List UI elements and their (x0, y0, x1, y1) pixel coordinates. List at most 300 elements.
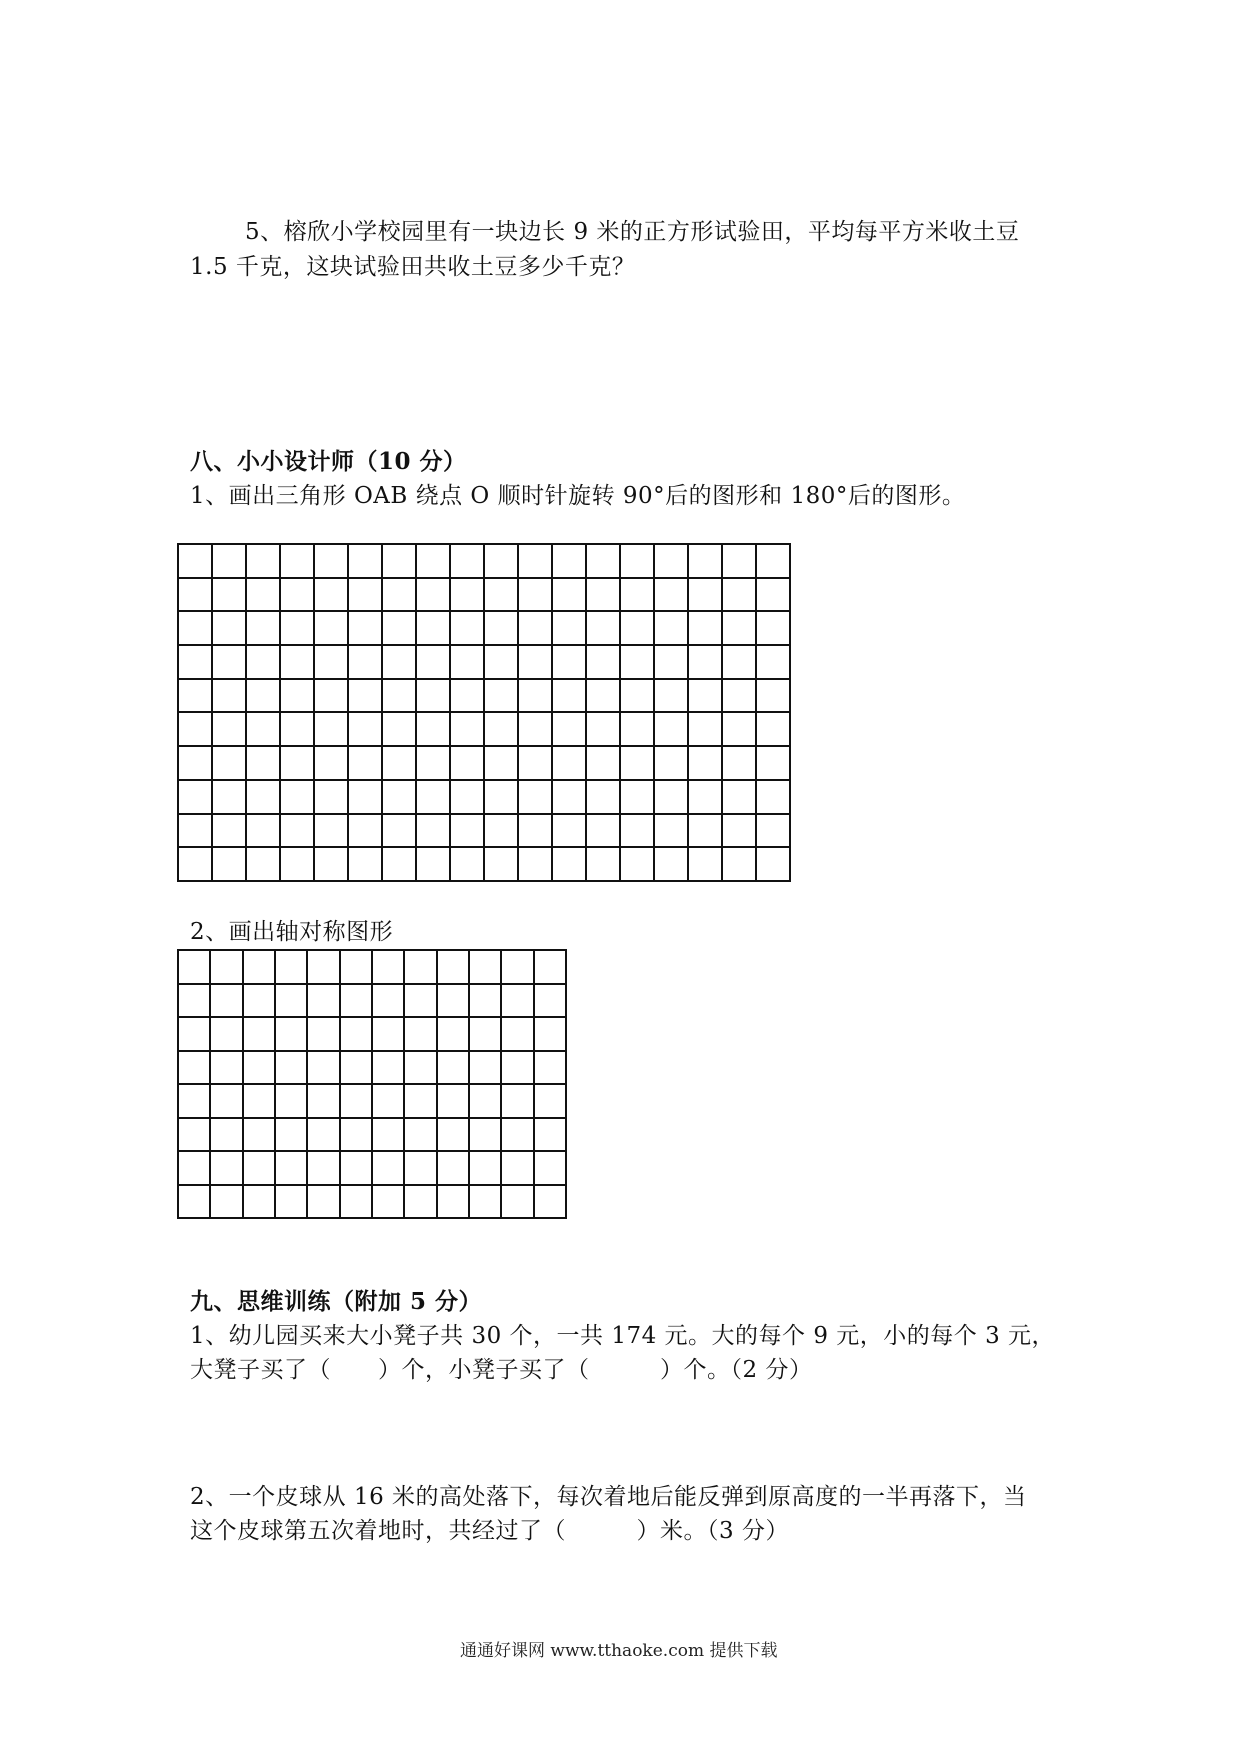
grid-cell (437, 1084, 469, 1118)
grid-cell (688, 679, 722, 713)
grid-cell (275, 1051, 307, 1085)
grid-cell (307, 984, 339, 1018)
rotation-grid (177, 543, 791, 882)
grid-cell (534, 1084, 566, 1118)
grid-cell (178, 578, 212, 612)
grid-cell (280, 814, 314, 848)
grid-cell (243, 1051, 275, 1085)
grid-cell (450, 578, 484, 612)
grid-cell (372, 1051, 404, 1085)
grid-cell (654, 814, 688, 848)
grid-cell (518, 847, 552, 881)
grid-cell (404, 1151, 436, 1185)
grid-cell (534, 1051, 566, 1085)
grid-cell (469, 1084, 501, 1118)
grid-cell (756, 847, 790, 881)
grid-cell (212, 645, 246, 679)
grid-cell (280, 544, 314, 578)
grid-cell (404, 1017, 436, 1051)
grid-cell (212, 578, 246, 612)
grid-cell (210, 1185, 242, 1219)
grid-cell (416, 544, 450, 578)
grid-cell (340, 1185, 372, 1219)
grid-cell (416, 814, 450, 848)
grid-cell (243, 1084, 275, 1118)
grid-cell (469, 984, 501, 1018)
grid-cell (722, 544, 756, 578)
grid-cell (552, 746, 586, 780)
grid-cell (178, 1151, 210, 1185)
grid-cell (722, 679, 756, 713)
grid-cell (501, 1151, 533, 1185)
grid-cell (246, 712, 280, 746)
grid-cell (178, 645, 212, 679)
symmetry-grid (177, 949, 567, 1219)
section-8-question-2: 2、画出轴对称图形 (190, 919, 394, 945)
grid-cell (307, 1118, 339, 1152)
grid-cell (654, 746, 688, 780)
grid-cell (654, 611, 688, 645)
grid-cell (469, 950, 501, 984)
grid-cell (212, 712, 246, 746)
grid-cell (348, 578, 382, 612)
grid-cell (484, 847, 518, 881)
grid-cell (178, 984, 210, 1018)
question-7-5-line-1: 5、榕欣小学校园里有一块边长 9 米的正方形试验田，平均每平方米收土豆 (245, 219, 1020, 245)
grid-row (178, 1017, 566, 1051)
grid-cell (416, 712, 450, 746)
grid-cell (484, 611, 518, 645)
grid-cell (243, 1017, 275, 1051)
grid-cell (372, 1084, 404, 1118)
grid-cell (382, 645, 416, 679)
grid-row (178, 950, 566, 984)
grid-cell (280, 712, 314, 746)
grid-cell (314, 544, 348, 578)
grid-cell (722, 578, 756, 612)
grid-cell (348, 847, 382, 881)
grid-row (178, 645, 790, 679)
grid-cell (722, 611, 756, 645)
grid-cell (620, 746, 654, 780)
grid-cell (178, 950, 210, 984)
grid-cell (722, 645, 756, 679)
grid-cell (314, 780, 348, 814)
grid-cell (450, 847, 484, 881)
grid-cell (620, 645, 654, 679)
grid-cell (314, 814, 348, 848)
grid-cell (437, 1151, 469, 1185)
grid-cell (178, 679, 212, 713)
grid-cell (450, 544, 484, 578)
grid-cell (314, 847, 348, 881)
grid-cell (518, 544, 552, 578)
grid-cell (450, 814, 484, 848)
grid-row (178, 544, 790, 578)
grid-cell (534, 1151, 566, 1185)
grid-row (178, 746, 790, 780)
grid-cell (246, 679, 280, 713)
grid-cell (756, 544, 790, 578)
grid-cell (518, 780, 552, 814)
grid-cell (586, 578, 620, 612)
grid-cell (314, 712, 348, 746)
grid-cell (552, 544, 586, 578)
grid-cell (275, 984, 307, 1018)
grid-cell (275, 1185, 307, 1219)
grid-cell (501, 1118, 533, 1152)
grid-cell (654, 578, 688, 612)
grid-cell (243, 1185, 275, 1219)
grid-cell (586, 746, 620, 780)
grid-cell (382, 814, 416, 848)
grid-cell (246, 645, 280, 679)
grid-row (178, 780, 790, 814)
grid-cell (210, 1084, 242, 1118)
grid-cell (688, 746, 722, 780)
grid-cell (437, 1118, 469, 1152)
grid-cell (437, 1017, 469, 1051)
grid-cell (450, 780, 484, 814)
grid-cell (210, 984, 242, 1018)
grid-cell (210, 1118, 242, 1152)
grid-cell (416, 847, 450, 881)
grid-cell (404, 950, 436, 984)
grid-cell (654, 712, 688, 746)
grid-cell (688, 814, 722, 848)
grid-cell (212, 746, 246, 780)
grid-cell (484, 780, 518, 814)
grid-cell (688, 611, 722, 645)
grid-cell (210, 950, 242, 984)
grid-cell (469, 1051, 501, 1085)
grid-cell (416, 645, 450, 679)
grid-cell (178, 814, 212, 848)
grid-cell (484, 679, 518, 713)
grid-cell (307, 950, 339, 984)
grid-cell (416, 578, 450, 612)
grid-cell (348, 544, 382, 578)
grid-cell (654, 780, 688, 814)
grid-cell (620, 544, 654, 578)
grid-cell (348, 611, 382, 645)
grid-cell (340, 1118, 372, 1152)
grid-cell (382, 611, 416, 645)
grid-cell (437, 1051, 469, 1085)
grid-cell (280, 847, 314, 881)
grid-cell (450, 611, 484, 645)
grid-cell (654, 645, 688, 679)
grid-cell (382, 780, 416, 814)
grid-cell (307, 1185, 339, 1219)
section-9-heading: 九、思维训练（附加 5 分） (190, 1288, 483, 1315)
grid-cell (178, 847, 212, 881)
section-9-question-1-line-2: 大凳子买了（ ）个，小凳子买了（ ）个。（2 分） (190, 1357, 813, 1383)
grid-cell (382, 679, 416, 713)
grid-cell (348, 645, 382, 679)
grid-cell (534, 1185, 566, 1219)
grid-cell (654, 679, 688, 713)
grid-cell (756, 712, 790, 746)
grid-cell (212, 679, 246, 713)
grid-cell (246, 578, 280, 612)
grid-cell (178, 611, 212, 645)
grid-cell (450, 679, 484, 713)
grid-row (178, 611, 790, 645)
grid-cell (340, 1084, 372, 1118)
grid-cell (756, 645, 790, 679)
grid-cell (620, 780, 654, 814)
section-9-question-1-line-1: 1、幼儿园买来大小凳子共 30 个，一共 174 元。大的每个 9 元，小的每个 3 元， (190, 1323, 1056, 1349)
grid-cell (552, 611, 586, 645)
grid-cell (586, 645, 620, 679)
grid-row (178, 679, 790, 713)
grid-cell (210, 1017, 242, 1051)
grid-cell (178, 1118, 210, 1152)
grid-cell (756, 578, 790, 612)
grid-cell (178, 746, 212, 780)
grid-cell (586, 847, 620, 881)
grid-cell (552, 679, 586, 713)
grid-cell (246, 611, 280, 645)
grid-row (178, 1185, 566, 1219)
grid-cell (404, 984, 436, 1018)
grid-cell (314, 679, 348, 713)
grid-cell (620, 814, 654, 848)
grid-cell (382, 847, 416, 881)
grid-cell (756, 679, 790, 713)
grid-cell (552, 645, 586, 679)
grid-cell (314, 746, 348, 780)
footer-text: 通通好课网 www.tthaoke.com 提供下载 (460, 1641, 778, 1661)
grid-cell (722, 746, 756, 780)
grid-cell (314, 578, 348, 612)
grid-cell (372, 1185, 404, 1219)
grid-cell (518, 578, 552, 612)
section-9-question-2-line-2: 这个皮球第五次着地时，共经过了（ ）米。（3 分） (190, 1518, 789, 1544)
grid-cell (552, 578, 586, 612)
grid-cell (722, 847, 756, 881)
grid-cell (372, 1017, 404, 1051)
grid-cell (688, 780, 722, 814)
grid-cell (178, 780, 212, 814)
grid-cell (552, 780, 586, 814)
grid-cell (484, 712, 518, 746)
grid-cell (416, 746, 450, 780)
grid-cell (382, 712, 416, 746)
grid-row (178, 847, 790, 881)
grid-cell (586, 611, 620, 645)
grid-cell (501, 1084, 533, 1118)
grid-cell (586, 780, 620, 814)
grid-cell (518, 814, 552, 848)
grid-cell (382, 544, 416, 578)
grid-cell (552, 814, 586, 848)
grid-cell (314, 611, 348, 645)
grid-cell (450, 746, 484, 780)
grid-cell (688, 544, 722, 578)
grid-cell (501, 1017, 533, 1051)
grid-cell (552, 712, 586, 746)
grid-cell (404, 1051, 436, 1085)
grid-cell (620, 578, 654, 612)
grid-cell (654, 544, 688, 578)
grid-cell (280, 578, 314, 612)
grid-cell (518, 679, 552, 713)
grid-cell (178, 1185, 210, 1219)
grid-cell (450, 712, 484, 746)
grid-cell (372, 950, 404, 984)
grid-cell (534, 950, 566, 984)
grid-cell (756, 780, 790, 814)
grid-cell (586, 679, 620, 713)
grid-cell (307, 1084, 339, 1118)
grid-cell (275, 950, 307, 984)
grid-cell (382, 746, 416, 780)
grid-row (178, 1151, 566, 1185)
grid-cell (620, 847, 654, 881)
grid-cell (484, 746, 518, 780)
grid-cell (280, 780, 314, 814)
grid-cell (348, 679, 382, 713)
grid-cell (212, 544, 246, 578)
grid-cell (210, 1151, 242, 1185)
grid-cell (404, 1185, 436, 1219)
grid-cell (178, 1051, 210, 1085)
grid-row (178, 1084, 566, 1118)
grid-cell (469, 1185, 501, 1219)
grid-cell (620, 611, 654, 645)
grid-cell (340, 1151, 372, 1185)
grid-cell (688, 645, 722, 679)
grid-cell (372, 1118, 404, 1152)
grid-cell (348, 712, 382, 746)
grid-cell (518, 746, 552, 780)
grid-cell (382, 578, 416, 612)
grid-cell (307, 1151, 339, 1185)
grid-cell (484, 544, 518, 578)
grid-row (178, 712, 790, 746)
grid-cell (314, 645, 348, 679)
grid-cell (518, 611, 552, 645)
grid-row (178, 1051, 566, 1085)
grid-cell (212, 847, 246, 881)
grid-cell (178, 544, 212, 578)
grid-cell (280, 611, 314, 645)
section-9-question-2-line-1: 2、一个皮球从 16 米的高处落下，每次着地后能反弹到原高度的一半再落下，当 (190, 1484, 1027, 1510)
grid-cell (469, 1118, 501, 1152)
grid-cell (246, 814, 280, 848)
grid-cell (348, 780, 382, 814)
grid-cell (307, 1051, 339, 1085)
grid-cell (246, 847, 280, 881)
grid-cell (620, 712, 654, 746)
grid-cell (340, 950, 372, 984)
grid-cell (416, 679, 450, 713)
grid-cell (243, 1151, 275, 1185)
grid-cell (501, 1185, 533, 1219)
grid-cell (501, 984, 533, 1018)
grid-cell (243, 950, 275, 984)
grid-cell (372, 984, 404, 1018)
grid-cell (534, 1017, 566, 1051)
grid-cell (756, 814, 790, 848)
grid-cell (246, 544, 280, 578)
grid-cell (437, 1185, 469, 1219)
grid-cell (416, 611, 450, 645)
grid-cell (534, 984, 566, 1018)
grid-cell (756, 746, 790, 780)
grid-cell (246, 746, 280, 780)
grid-row (178, 984, 566, 1018)
grid-cell (722, 780, 756, 814)
grid-cell (469, 1151, 501, 1185)
grid-cell (501, 1051, 533, 1085)
question-7-5-line-2: 1.5 千克，这块试验田共收土豆多少千克？ (190, 254, 636, 280)
grid-cell (275, 1017, 307, 1051)
grid-cell (450, 645, 484, 679)
grid-cell (280, 645, 314, 679)
grid-row (178, 578, 790, 612)
grid-cell (756, 611, 790, 645)
grid-cell (243, 984, 275, 1018)
grid-cell (484, 814, 518, 848)
grid-cell (340, 984, 372, 1018)
grid-cell (518, 712, 552, 746)
grid-cell (469, 1017, 501, 1051)
grid-cell (280, 746, 314, 780)
grid-cell (275, 1151, 307, 1185)
grid-cell (243, 1118, 275, 1152)
grid-cell (178, 712, 212, 746)
grid-cell (688, 712, 722, 746)
grid-cell (586, 712, 620, 746)
grid-cell (212, 780, 246, 814)
grid-cell (280, 679, 314, 713)
grid-cell (404, 1118, 436, 1152)
grid-cell (178, 1017, 210, 1051)
grid-cell (501, 950, 533, 984)
grid-cell (275, 1118, 307, 1152)
grid-cell (340, 1017, 372, 1051)
grid-cell (307, 1017, 339, 1051)
grid-cell (586, 544, 620, 578)
grid-cell (437, 950, 469, 984)
grid-row (178, 1118, 566, 1152)
grid-cell (620, 679, 654, 713)
grid-cell (348, 814, 382, 848)
grid-cell (722, 814, 756, 848)
grid-cell (404, 1084, 436, 1118)
grid-cell (586, 814, 620, 848)
grid-cell (178, 1084, 210, 1118)
grid-cell (688, 847, 722, 881)
grid-cell (246, 780, 280, 814)
section-8-question-1: 1、画出三角形 OAB 绕点 O 顺时针旋转 90°后的图形和 180°后的图形。 (190, 483, 966, 509)
grid-cell (484, 578, 518, 612)
grid-cell (437, 984, 469, 1018)
grid-cell (212, 611, 246, 645)
grid-cell (210, 1051, 242, 1085)
grid-cell (722, 712, 756, 746)
grid-cell (552, 847, 586, 881)
section-8-heading: 八、小小设计师（10 分） (190, 448, 467, 475)
grid-cell (372, 1151, 404, 1185)
grid-cell (212, 814, 246, 848)
grid-row (178, 814, 790, 848)
grid-cell (416, 780, 450, 814)
grid-cell (688, 578, 722, 612)
